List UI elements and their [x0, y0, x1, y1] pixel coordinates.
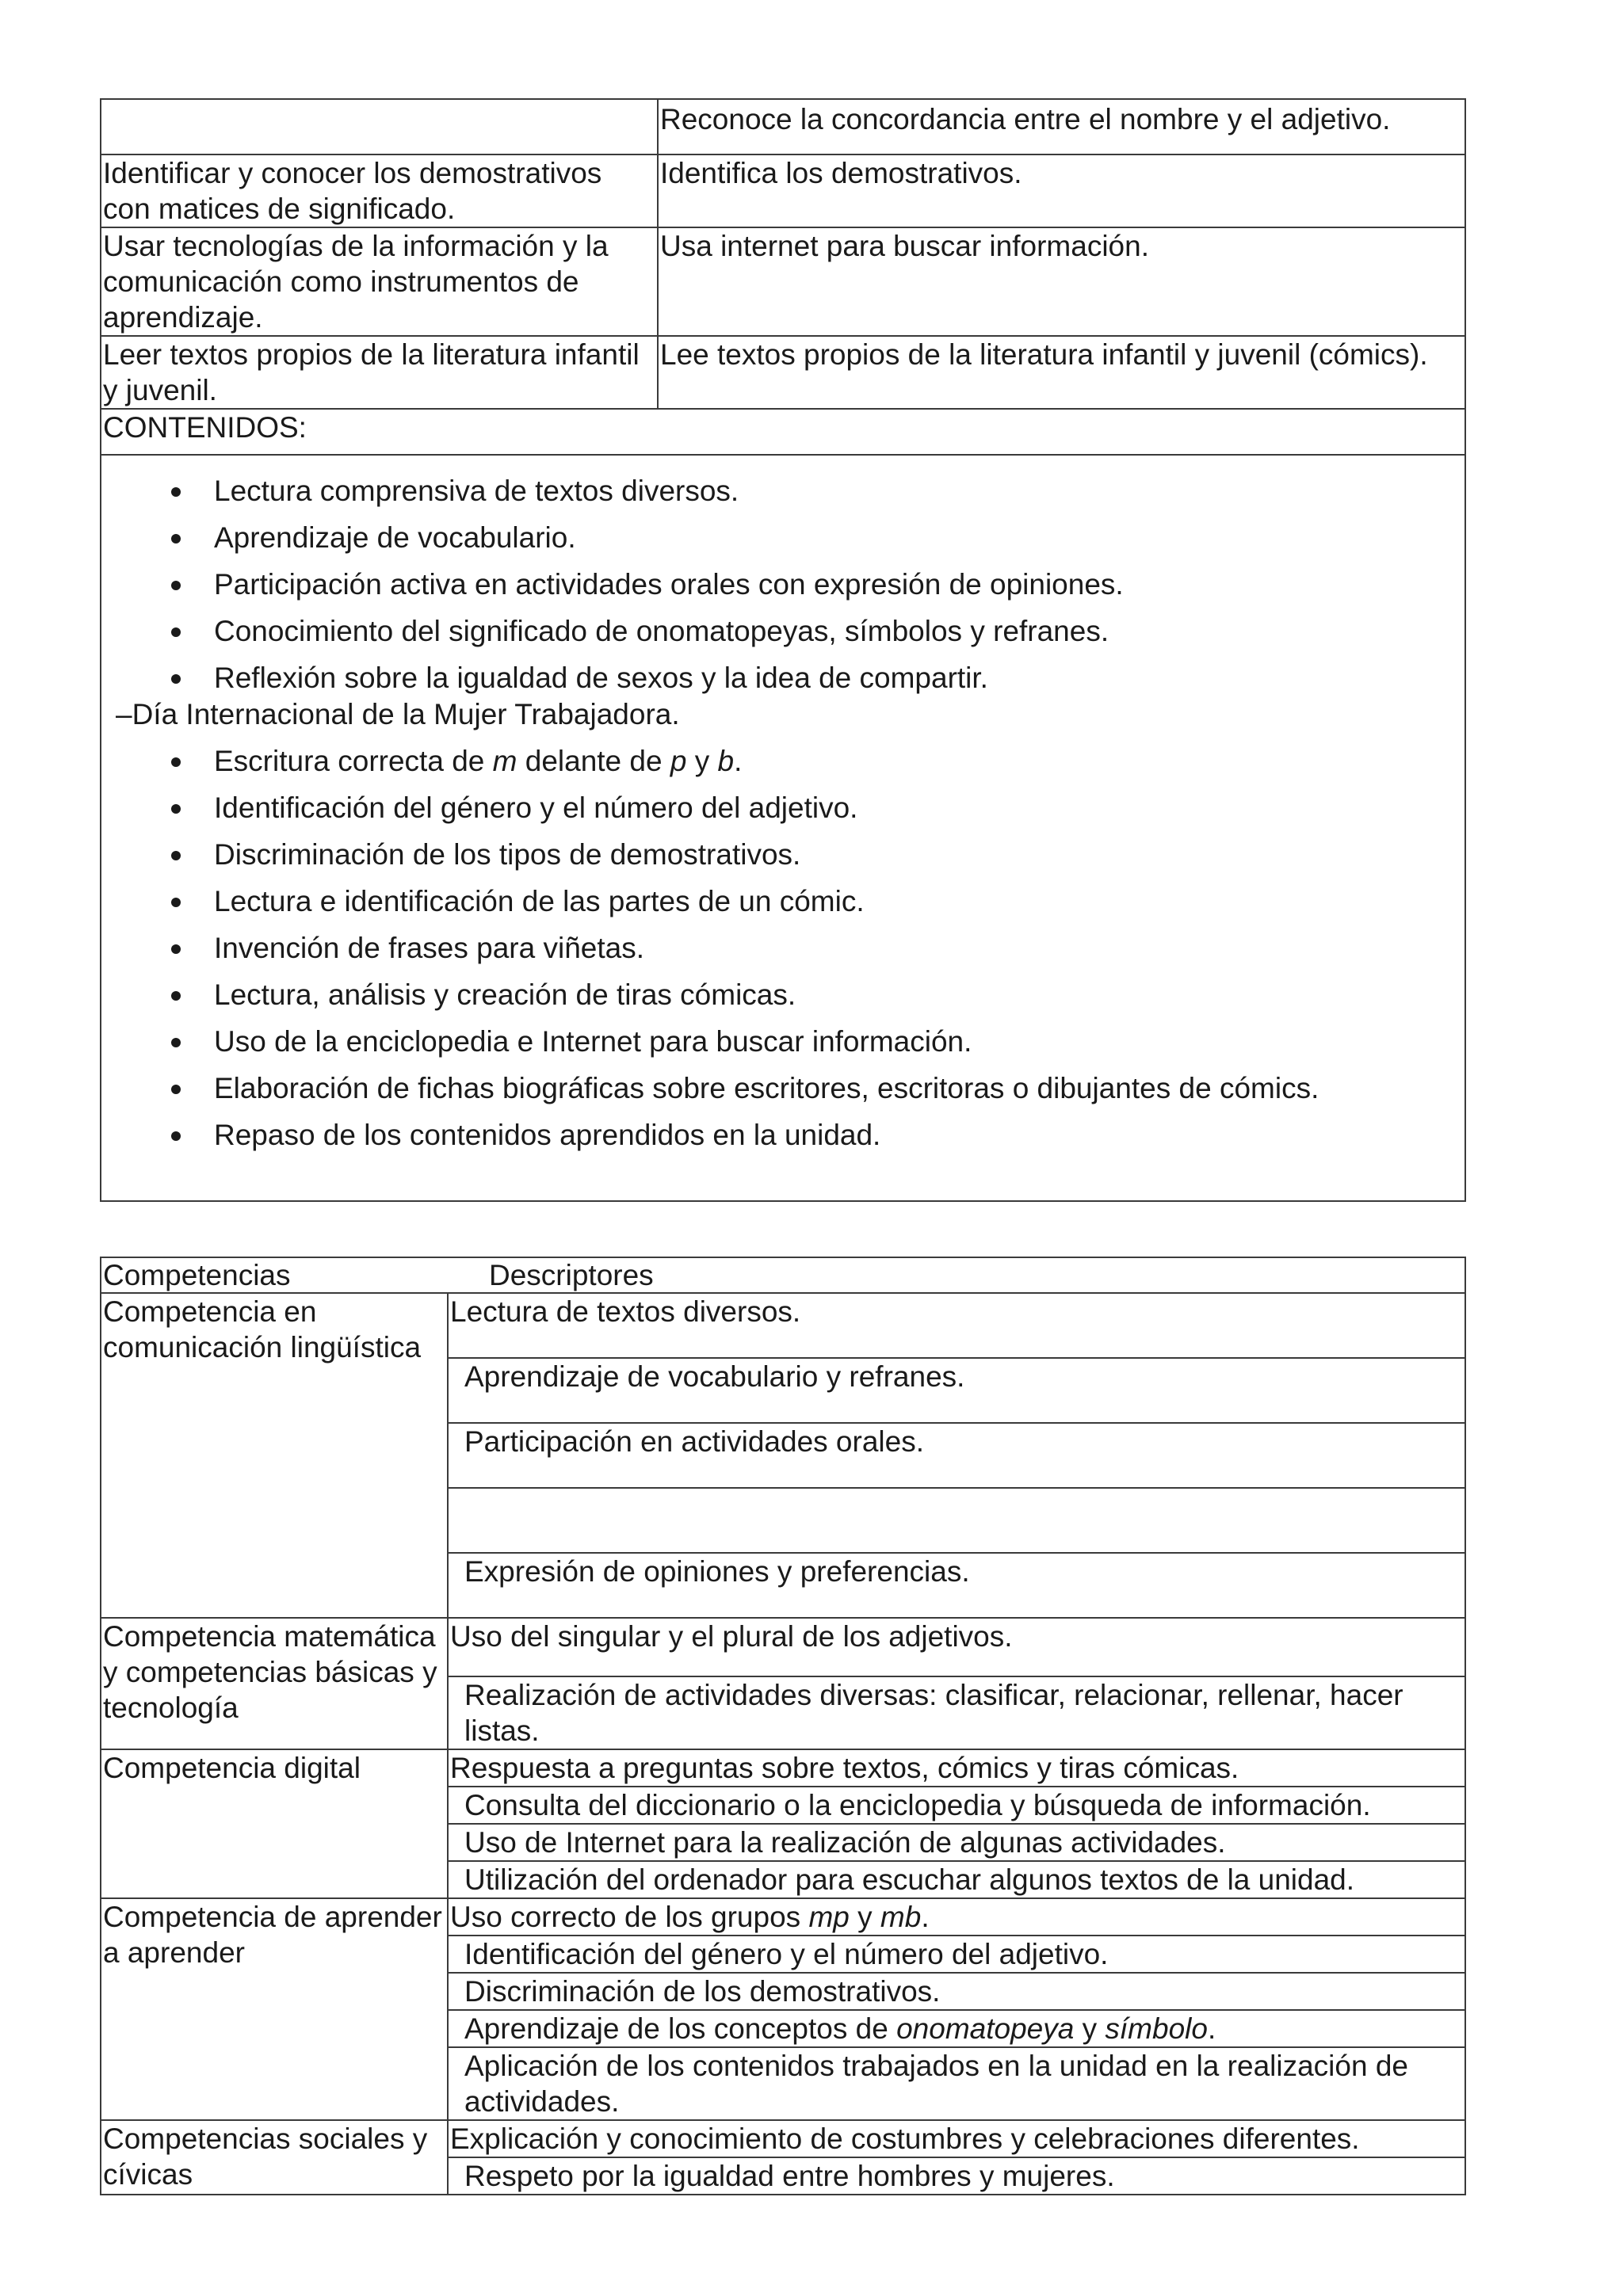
- descriptor-cell: Realización de actividades diversas: clasificar, relacionar, rellenar, hacer listas.: [448, 1676, 1465, 1749]
- list-item: Reflexión sobre la igualdad de sexos y la idea de compartir.: [214, 658, 1463, 705]
- dash-line: –Día Internacional de la Mujer Trabajadora.: [116, 698, 680, 730]
- text: y: [849, 1901, 880, 1933]
- competencia-name: Competencia digital: [101, 1749, 448, 1898]
- objective-cell: Leer textos propios de la literatura infantil y juvenil.: [101, 336, 658, 409]
- descriptor-cell: Explicación y conocimiento de costumbres y celebraciones diferentes.: [448, 2120, 1465, 2157]
- list-item: Invención de frases para viñetas.: [214, 929, 1463, 975]
- italic-text: mb: [880, 1901, 922, 1933]
- criterion-cell: Identifica los demostrativos.: [658, 154, 1465, 227]
- descriptor-cell: Uso de Internet para la realización de algunas actividades.: [448, 1824, 1465, 1861]
- descriptor-cell: Respeto por la igualdad entre hombres y mujeres.: [448, 2157, 1465, 2195]
- italic-text: mp: [808, 1901, 850, 1933]
- list-item: [214, 742, 1463, 788]
- table-row: [101, 1898, 1465, 1936]
- list-item: Identificación del género y el número del adjetivo.: [214, 788, 1463, 835]
- table-row: [101, 1618, 1465, 1676]
- competencia-name: Competencias sociales y cívicas: [101, 2120, 448, 2195]
- descriptor-cell: Utilización del ordenador para escuchar algunos textos de la unidad.: [448, 1861, 1465, 1898]
- text: Uso correcto de los grupos: [450, 1901, 809, 1933]
- table-row: [101, 336, 1465, 409]
- text: Aprendizaje de los conceptos de: [464, 2012, 897, 2045]
- text: .: [921, 1901, 930, 1933]
- list-item: Aprendizaje de vocabulario.: [214, 518, 1463, 565]
- descriptor-cell: Identificación del género y el número del adjetivo.: [448, 1936, 1465, 1973]
- italic-text: b: [717, 745, 735, 777]
- list-item: Lectura, análisis y creación de tiras cómicas.: [214, 975, 1463, 1022]
- descriptor-cell: [448, 2010, 1465, 2047]
- competencias-table: [100, 1257, 1466, 2195]
- competencia-name: Competencia en comunicación lingüística: [101, 1293, 448, 1618]
- contenidos-cell: [101, 455, 1465, 1201]
- objective-cell: [101, 99, 658, 154]
- descriptor-cell: Aplicación de los contenidos trabajados en la unidad en la realización de actividades.: [448, 2047, 1465, 2120]
- descriptor-cell: Aprendizaje de vocabulario y refranes.: [448, 1358, 1465, 1423]
- descriptor-cell: Uso del singular y el plural de los adjetivos.: [448, 1618, 1465, 1676]
- descriptor-cell: Participación en actividades orales.: [448, 1423, 1465, 1488]
- table-row: [101, 1749, 1465, 1787]
- list-item: Uso de la enciclopedia e Internet para buscar información.: [214, 1022, 1463, 1069]
- list-item: Lectura comprensiva de textos diversos.: [214, 471, 1463, 518]
- objective-cell: Usar tecnologías de la información y la comunicación como instrumentos de aprendizaje.: [101, 227, 658, 336]
- table-row: [101, 409, 1465, 455]
- header-competencias: Competencias: [101, 1257, 448, 1293]
- italic-text: m: [492, 745, 517, 777]
- text: .: [734, 745, 743, 777]
- text: y: [1074, 2012, 1106, 2045]
- competencia-name: Competencia de aprender a aprender: [101, 1898, 448, 2120]
- descriptor-cell: Lectura de textos diversos.: [448, 1293, 1465, 1358]
- descriptor-cell: Expresión de opiniones y preferencias.: [448, 1553, 1465, 1618]
- table-row: [101, 1293, 1465, 1358]
- descriptor-cell: Respuesta a preguntas sobre textos, cómics y tiras cómicas.: [448, 1749, 1465, 1787]
- descriptor-cell: [448, 1898, 1465, 1936]
- contenidos-heading: CONTENIDOS:: [101, 409, 1465, 455]
- table-row: [101, 154, 1465, 227]
- criterion-cell: Usa internet para buscar información.: [658, 227, 1465, 336]
- contenidos-list: [103, 471, 1463, 705]
- criterion-cell: Reconoce la concordancia entre el nombre y el adjetivo.: [658, 99, 1465, 154]
- list-item: Lectura e identificación de las partes de un cómic.: [214, 882, 1463, 929]
- descriptor-cell: [448, 1488, 1465, 1553]
- text: Escritura correcta de: [214, 745, 493, 777]
- table-header-row: [101, 1257, 1465, 1293]
- table-row: [101, 2120, 1465, 2157]
- descriptor-cell: Consulta del diccionario o la enciclopedia y búsqueda de información.: [448, 1787, 1465, 1824]
- header-descriptores: Descriptores: [448, 1257, 1465, 1293]
- text: y: [686, 745, 718, 777]
- table-row: [101, 99, 1465, 154]
- descriptor-cell: Discriminación de los demostrativos.: [448, 1973, 1465, 2010]
- text: .: [1207, 2012, 1216, 2045]
- italic-text: onomatopeya: [896, 2012, 1075, 2045]
- list-item: Elaboración de fichas biográficas sobre escritores, escritoras o dibujantes de cómics.: [214, 1069, 1463, 1116]
- objective-cell: Identificar y conocer los demostrativos con matices de significado.: [101, 154, 658, 227]
- text: delante de: [517, 745, 670, 777]
- italic-text: símbolo: [1105, 2012, 1208, 2045]
- table-row: [101, 455, 1465, 1201]
- list-item: Discriminación de los tipos de demostrativos.: [214, 835, 1463, 882]
- italic-text: p: [670, 745, 687, 777]
- list-item: Repaso de los contenidos aprendidos en la unidad.: [214, 1116, 1463, 1162]
- objectives-table: [100, 98, 1466, 1202]
- table-row: [101, 227, 1465, 336]
- list-item: Participación activa en actividades orales con expresión de opiniones.: [214, 565, 1463, 612]
- list-item: Conocimiento del significado de onomatopeyas, símbolos y refranes.: [214, 612, 1463, 658]
- criterion-cell: Lee textos propios de la literatura infantil y juvenil (cómics).: [658, 336, 1465, 409]
- competencia-name: Competencia matemática y competencias básicas y tecnología: [101, 1618, 448, 1749]
- contenidos-list: [103, 742, 1463, 1162]
